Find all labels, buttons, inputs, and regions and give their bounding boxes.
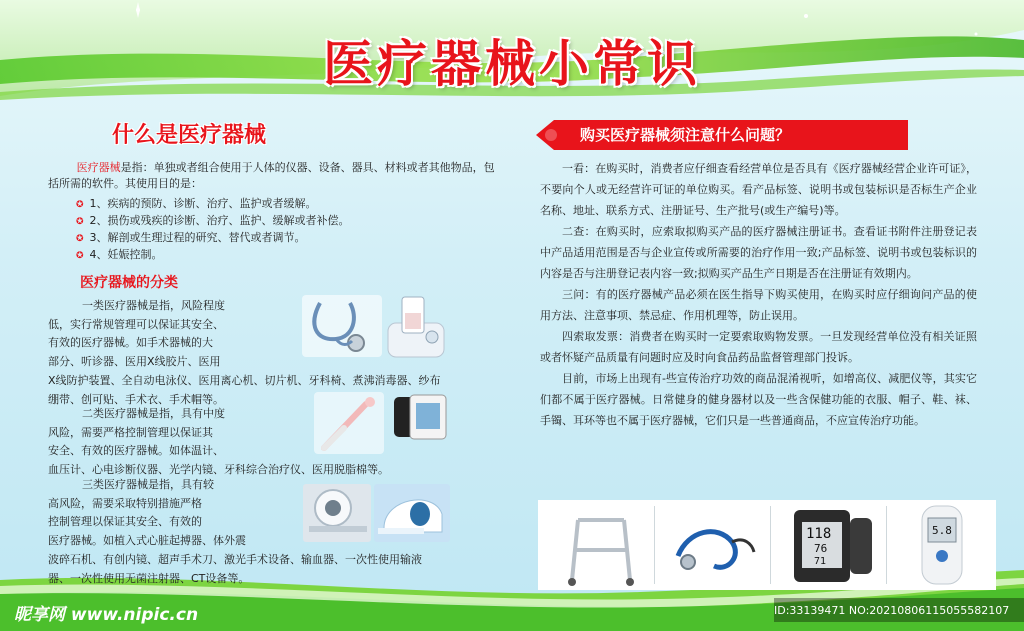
bullet-icon: ✪ — [76, 251, 84, 261]
tip-paragraph: 目前，市场上出现有-些宣传治疗功效的商品混淆视听，如增高仪、减肥仪等，其实它们都不属于医疗器械。日常健身的健身器材以及一些含保健功能的衣服、帽子、鞋、袜、手镯、耳环等也不属于医疗器械，它们只是一些普通商品，不应宣传治疗功能。 — [540, 372, 977, 427]
class3-block: 三类医疗器械是指，具有较 高风险，需要采取特别措施严格 控制管理以保证其安全、有效的 医疗器械。如植入式心脏起搏器、体外震 波碎石机、有创内镜、超声手术刀、激光手术设备、输血器、一次性使用输液 器、一次性使用无菌注射器、CT设备等。 — [48, 478, 422, 585]
class2-block: 二类医疗器械是指，具有中度 风险，需要严格控制管理以保证其 安全、有效的医疗器械。如体温计、 血压计、心电诊断仪器、光学内镜、牙科综合治疗仪、医用脱脂棉等。 — [48, 407, 389, 477]
glucose-meter-image — [888, 500, 1000, 590]
tip-paragraph: 三问：有的医疗器械产品必须在医生指导下购买使用，在购买时应仔细询问产品的使用方法、注意事项、禁忌症、作用机理等，防止误用。 — [540, 288, 977, 322]
list-item: ✪ 4、妊娠控制。 — [76, 248, 163, 261]
wrist-bp-monitor-image — [774, 500, 886, 590]
image-id-text: ID:33139471 NO:20210806115055582107 — [774, 604, 1010, 617]
tip-paragraph: 一看：在购买时，消费者应仔细查看经营单位是否具有《医疗器械经营企业许可证》，不要向个人或无经营许可证的单位购买。看产品标签、说明书或包装标识是否标生产企业名称、地址、联系方式、注册证号、生产批号(或生产编号)等。 — [540, 162, 977, 217]
tip-paragraph: 四索取发票：消费者在购买时一定要索取购物发票。一旦发现经营单位没有相关证照或者怀疑产品质量有问题时应及时向食品药品监督管理部门投诉。 — [540, 330, 977, 364]
list-item: ✪ 3、解剖或生理过程的研究、替代或者调节。 — [76, 231, 306, 244]
ct-scanner-image — [303, 484, 371, 542]
bp-pulse: 71 — [814, 556, 827, 567]
list-item: ✪ 1、疾病的预防、诊断、治疗、监护或者缓解。 — [76, 197, 317, 210]
intro-paragraph — [48, 160, 503, 192]
blood-pressure-monitor-image — [392, 393, 448, 443]
product-image-strip — [538, 500, 996, 590]
section-heading-classification: 医疗器械的分类 — [80, 275, 178, 291]
thermometer-image — [314, 392, 384, 454]
section-heading-purchase-tips: 购买医疗器械须注意什么问题？ — [580, 126, 791, 144]
site-watermark: 昵享网 www.nipic.cn — [14, 605, 199, 625]
bullet-icon: ✪ — [76, 234, 84, 244]
page-title: 医疗器械小常识 — [323, 35, 701, 93]
glucose-value: 5.8 — [932, 524, 952, 537]
bp-diastolic: 76 — [814, 542, 828, 555]
intro-text: 是指：单独或者组合使用于人体的仪器、设备、器具、材料或者其他物品，包括所需的软件。其使用目的是： — [48, 161, 495, 190]
stethoscope-image — [658, 500, 770, 590]
bullet-icon: ✪ — [76, 217, 84, 227]
stethoscope-image — [302, 295, 382, 357]
bullet-icon: ✪ — [76, 200, 84, 210]
class1-block: 一类医疗器械是指，风险程度 低，实行常规管理可以保证其安全、 有效的医疗器械。如手术器械的大 部分、听诊器、医用X线胶片、医用 X线防护装置、全自动电泳仪、医用离心机、切片机、牙科椅、煮沸消毒器、纱布 绷带、创可贴、手术衣、手术帽等。 — [48, 299, 441, 406]
mri-machine-image — [374, 484, 450, 542]
purpose-list — [76, 196, 496, 264]
bp-systolic: 118 — [806, 526, 832, 542]
walker-image — [544, 500, 656, 590]
purchase-tips-body — [540, 158, 977, 431]
intro-term: 医疗器械 — [76, 161, 121, 174]
list-item: ✪ 2、损伤或残疾的诊断、治疗、监护、缓解或者补偿。 — [76, 214, 350, 227]
suction-device-image — [384, 293, 448, 363]
section-heading-what-is: 什么是医疗器械 — [112, 123, 267, 148]
tip-paragraph: 二查：在购买时，应索取拟购买产品的医疗器械注册证书。查看证书附件注册登记表中产品适用范围是否与企业宣传或所需要的治疗作用一致;产品标签、说明书或包装标识的内容是否与注册登记表内容一致;拟购买产品生产日期是否在注册证有效期内。 — [540, 225, 977, 280]
